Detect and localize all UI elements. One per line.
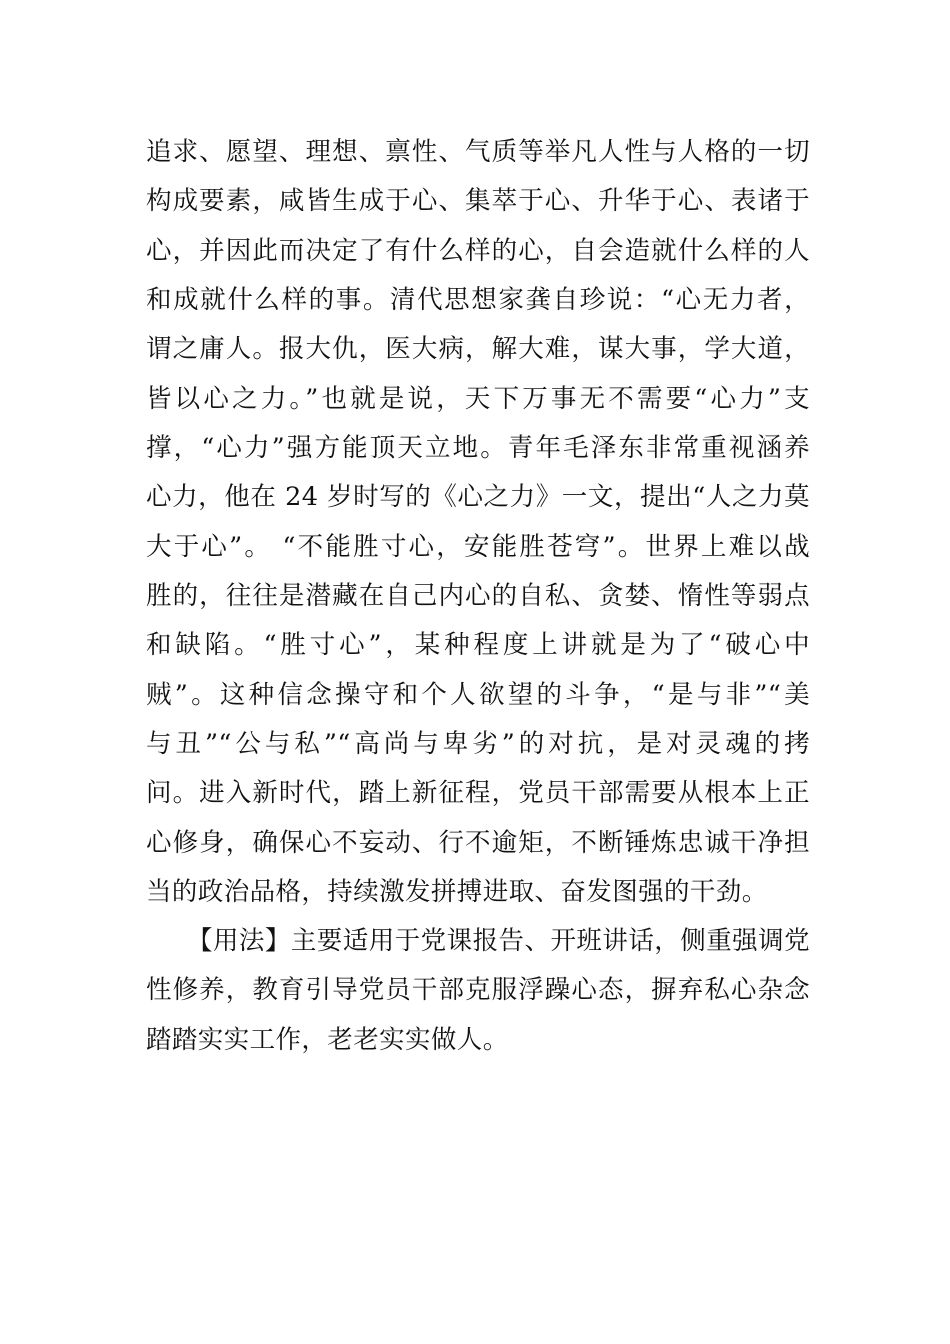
text-line: 和成就什么样的事。清代思想家龚自珍说：“心无力者， bbox=[146, 285, 810, 316]
text-line: 与丑”“公与私”“高尚与卑劣”的对抗，是对灵魂的拷 bbox=[146, 729, 810, 760]
text-line: 谓之庸人。报大仇，医大病，解大难，谋大事，学大道， bbox=[146, 334, 810, 365]
text-line: 【用法】主要适用于党课报告、开班讲话，侧重强调党 bbox=[187, 926, 810, 956]
text-line: 和缺陷。“胜寸心”，某种程度上讲就是为了“破心中 bbox=[146, 630, 810, 661]
text-line: 性修养，教育引导党员干部克服浮躁心态，摒弃私心杂念 bbox=[146, 975, 810, 1006]
text-line: 撑，“心力”强方能顶天立地。青年毛泽东非常重视涵养 bbox=[146, 433, 810, 464]
text-line: 心修身，确保心不妄动、行不逾矩，不断锤炼忠诚干净担 bbox=[146, 827, 810, 858]
body-paragraph bbox=[146, 128, 810, 918]
text-line: 问。进入新时代，踏上新征程，党员干部需要从根本上正 bbox=[146, 778, 810, 809]
text-line: 踏踏实实工作，老老实实做人。 bbox=[146, 1024, 509, 1055]
text-line: 当的政治品格，持续激发拼搏进取、奋发图强的干劲。 bbox=[146, 877, 768, 908]
text-line: 追求、愿望、理想、禀性、气质等举凡人性与人格的一切 bbox=[146, 137, 810, 167]
text-line: 皆以心之力。”也就是说，天下万事无不需要“心力”支 bbox=[146, 383, 810, 414]
text-line: 心力，他在 24 岁时写的《心之力》一文，提出“人之力莫 bbox=[146, 482, 810, 513]
text-line: 贼”。这种信念操守和个人欲望的斗争，“是与非”“美 bbox=[146, 679, 810, 710]
text-line: 大于心”。 “不能胜寸心，安能胜苍穹”。世界上难以战 bbox=[146, 531, 810, 562]
text-line: 心，并因此而决定了有什么样的心，自会造就什么样的人 bbox=[146, 235, 810, 266]
usage-paragraph bbox=[146, 917, 810, 1065]
text-line: 胜的，往往是潜藏在自己内心的自私、贪婪、惰性等弱点 bbox=[146, 581, 810, 612]
text-line: 构成要素，咸皆生成于心、集萃于心、升华于心、表诸于 bbox=[146, 186, 810, 217]
